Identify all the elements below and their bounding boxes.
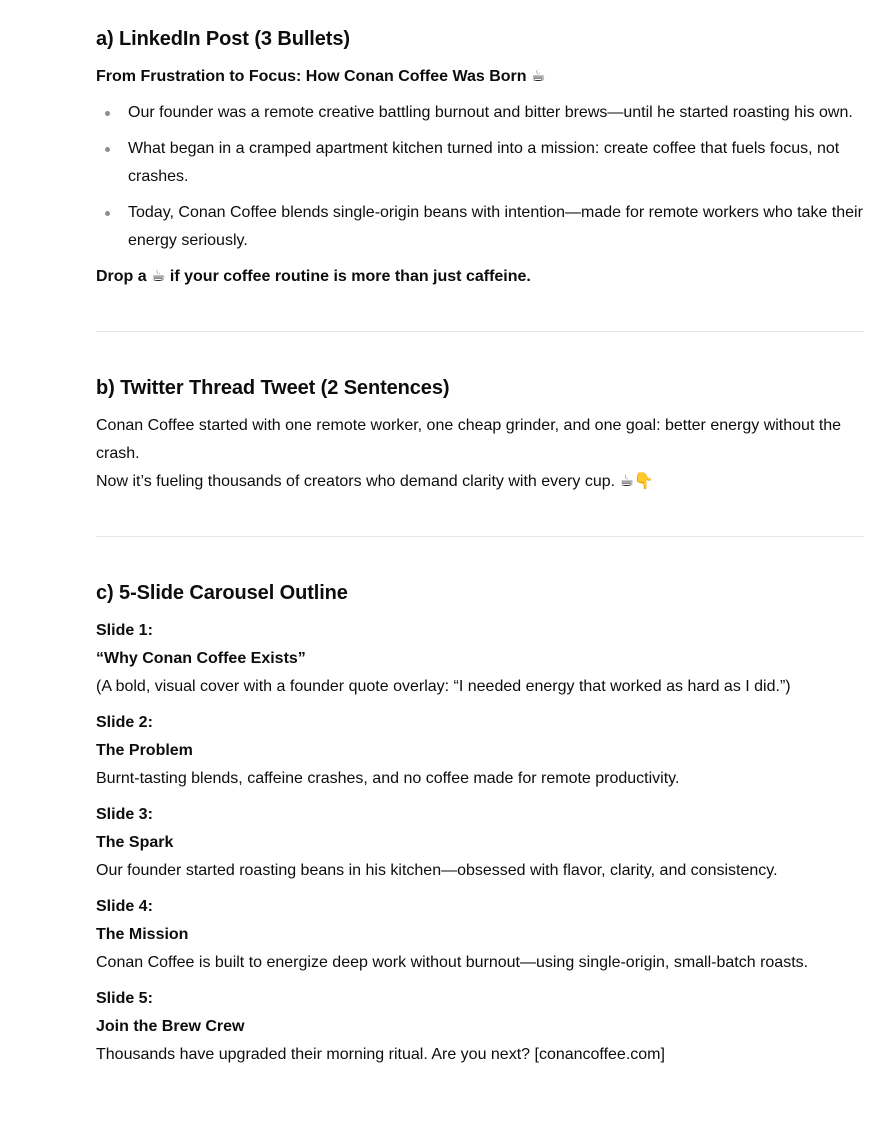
slide-label: Slide 3:	[96, 806, 153, 823]
section-a-heading: a) LinkedIn Post (3 Bullets)	[96, 28, 350, 50]
slide-title: The Spark	[96, 834, 174, 851]
carousel-slide-3	[96, 801, 864, 885]
carousel-slide-list	[96, 617, 864, 1069]
bullet-dot-icon	[105, 211, 110, 216]
bullet-text: Today, Conan Coffee blends single-origin beans with intention—made for remote workers who take their energy seriously.	[128, 204, 863, 249]
slide-title: “Why Conan Coffee Exists”	[96, 650, 306, 667]
linkedin-call-to-action: Drop a ☕ if your coffee routine is more than just caffeine.	[96, 268, 531, 285]
list-item	[96, 135, 864, 191]
carousel-slide-4	[96, 893, 864, 977]
slide-text: Conan Coffee is built to energize deep work without burnout—using single-origin, small-batch roasts.	[96, 954, 809, 971]
carousel-slide-5	[96, 985, 864, 1069]
slide-text: (A bold, visual cover with a founder quote overlay: “I needed energy that worked as hard as I did.”)	[96, 678, 791, 695]
bullet-dot-icon	[105, 147, 110, 152]
linkedin-post-title: From Frustration to Focus: How Conan Coffee Was Born ☕	[96, 68, 546, 85]
document-content	[96, 0, 864, 1077]
tweet-line-1: Conan Coffee started with one remote worker, one cheap grinder, and one goal: better energy without the crash.	[96, 417, 842, 462]
slide-text: Thousands have upgraded their morning ritual. Are you next? [conancoffee.com]	[96, 1046, 665, 1063]
linkedin-bullet-list	[96, 99, 864, 255]
slide-label: Slide 4:	[96, 898, 153, 915]
slide-text: Burnt-tasting blends, caffeine crashes, and no coffee made for remote productivity.	[96, 770, 680, 787]
slide-title: The Problem	[96, 742, 193, 759]
bullet-text: What began in a cramped apartment kitchen turned into a mission: create coffee that fuels focus, not crashes.	[128, 140, 840, 185]
slide-label: Slide 1:	[96, 622, 153, 639]
slide-label: Slide 5:	[96, 990, 153, 1007]
section-carousel-outline	[96, 537, 864, 1069]
list-item	[96, 99, 864, 127]
slide-title: The Mission	[96, 926, 189, 943]
carousel-slide-2	[96, 709, 864, 793]
section-b-heading: b) Twitter Thread Tweet (2 Sentences)	[96, 377, 450, 399]
tweet-line-2: Now it’s fueling thousands of creators who demand clarity with every cup. ☕👇	[96, 473, 654, 490]
section-linkedin-post	[96, 0, 864, 291]
list-item	[96, 199, 864, 255]
bullet-dot-icon	[105, 111, 110, 116]
section-c-heading: c) 5-Slide Carousel Outline	[96, 582, 348, 604]
slide-title: Join the Brew Crew	[96, 1018, 245, 1035]
slide-label: Slide 2:	[96, 714, 153, 731]
section-twitter-tweet	[96, 332, 864, 496]
carousel-slide-1	[96, 617, 864, 701]
bullet-text: Our founder was a remote creative battling burnout and bitter brews—until he started roasting his own.	[128, 104, 853, 121]
slide-text: Our founder started roasting beans in his kitchen—obsessed with flavor, clarity, and consistency.	[96, 862, 778, 879]
